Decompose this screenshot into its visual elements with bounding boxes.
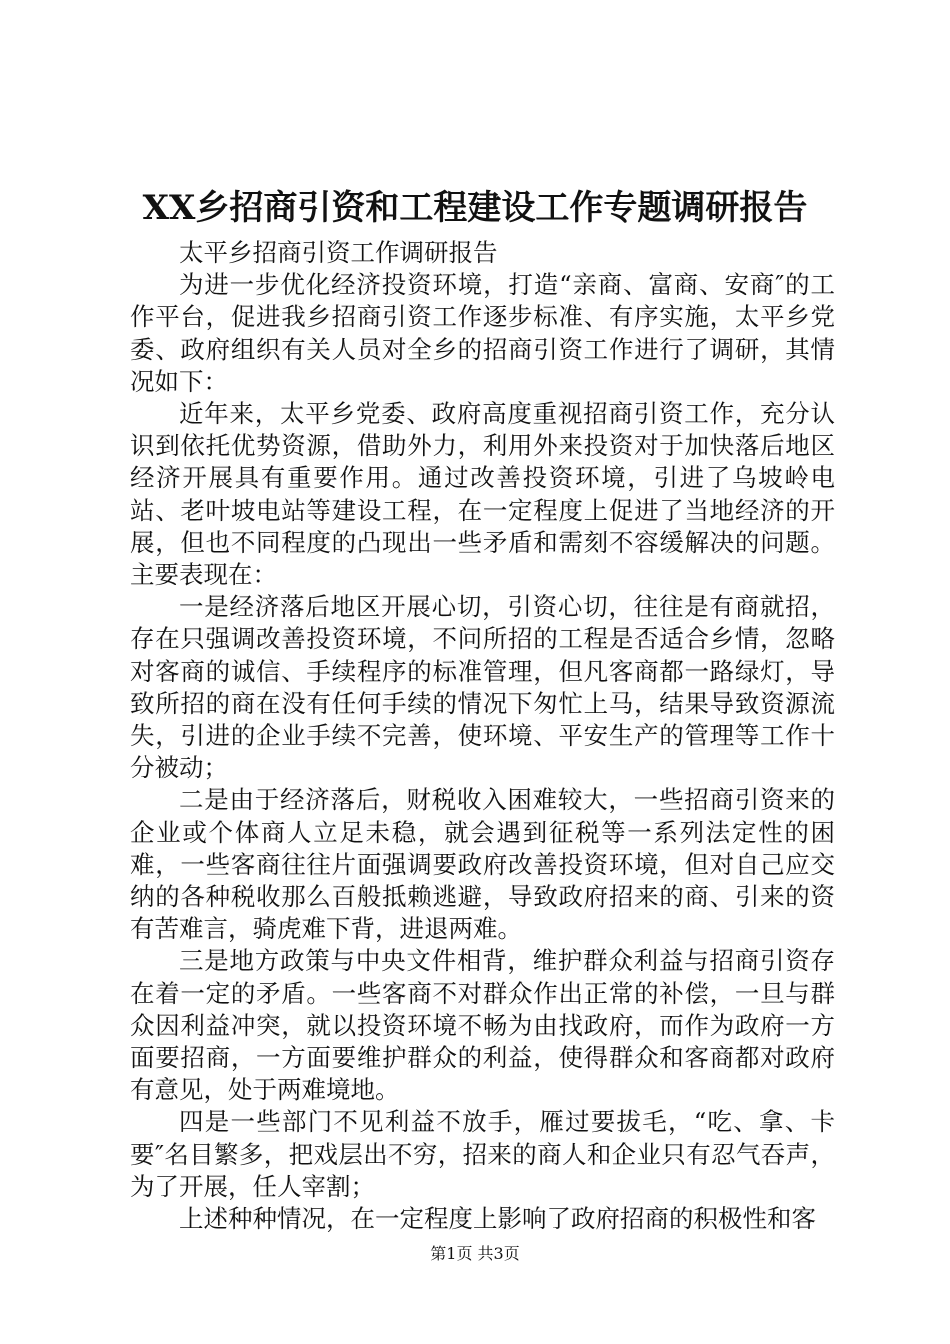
body-paragraph: 近年来，太平乡党委、政府高度重视招商引资工作，充分认识到依托优势资源，借助外力，利用外来投资对于加快落后地区经济开展具有重要作用。通过改善投资环境，引进了乌坡岭电站、老叶坡电站等建设工程，在一定程度上促进了当地经济的开展，但也不同程度的凸现出一些矛盾和需刻不容缓解决的问题。主要表现在： (130, 399, 835, 590)
body-paragraph: 四是一些部门不见利益不放手，雁过要拔毛，“吃、拿、卡要″名目繁多，把戏层出不穷，招来的商人和企业只有忍气吞声，为了开展，任人宰割； (130, 1107, 835, 1201)
document-body (130, 237, 835, 1235)
body-paragraph: 二是由于经济落后，财税收入困难较大，一些招商引资来的企业或个体商人立足未稳，就会遇到征税等一系列法定性的困难，一些客商往往片面强调要政府改善投资环境，但对自己应交纳的各种税收那么百般抵赖逃避，导致政府招来的商、引来的资有苦难言，骑虎难下背，进退两难。 (130, 785, 835, 944)
subtitle-paragraph: 太平乡招商引资工作调研报告 (179, 238, 498, 267)
body-paragraph: 三是地方政策与中央文件相背，维护群众利益与招商引资存在着一定的矛盾。一些客商不对群众作出正常的补偿，一旦与群众因利益冲突，就以投资环境不畅为由找政府，而作为政府一方面要招商，一方面要维护群众的利益，使得群众和客商都对政府有意见，处于两难境地。 (130, 946, 835, 1105)
body-paragraph: 一是经济落后地区开展心切，引资心切，往往是有商就招，存在只强调改善投资环境，不问所招的工程是否适合乡情，忽略对客商的诚信、手续程序的标准管理，但凡客商都一路绿灯，导致所招的商在没有任何手续的情况下匆忙上马，结果导致资源流失，引进的企业手续不完善，使环境、平安生产的管理等工作十分被动； (130, 592, 835, 783)
document-title: XX乡招商引资和工程建设工作专题调研报告 (142, 188, 808, 228)
body-paragraph: 为进一步优化经济投资环境，打造“亲商、富商、安商″的工作平台，促进我乡招商引资工作逐步标准、有序实施，太平乡党委、政府组织有关人员对全乡的招商引资工作进行了调研，其情况如下： (130, 270, 835, 396)
body-paragraph: 上述种种情况，在一定程度上影响了政府招商的积极性和客 (179, 1204, 816, 1234)
page-number-footer: 第1页 共3页 (430, 1244, 520, 1263)
